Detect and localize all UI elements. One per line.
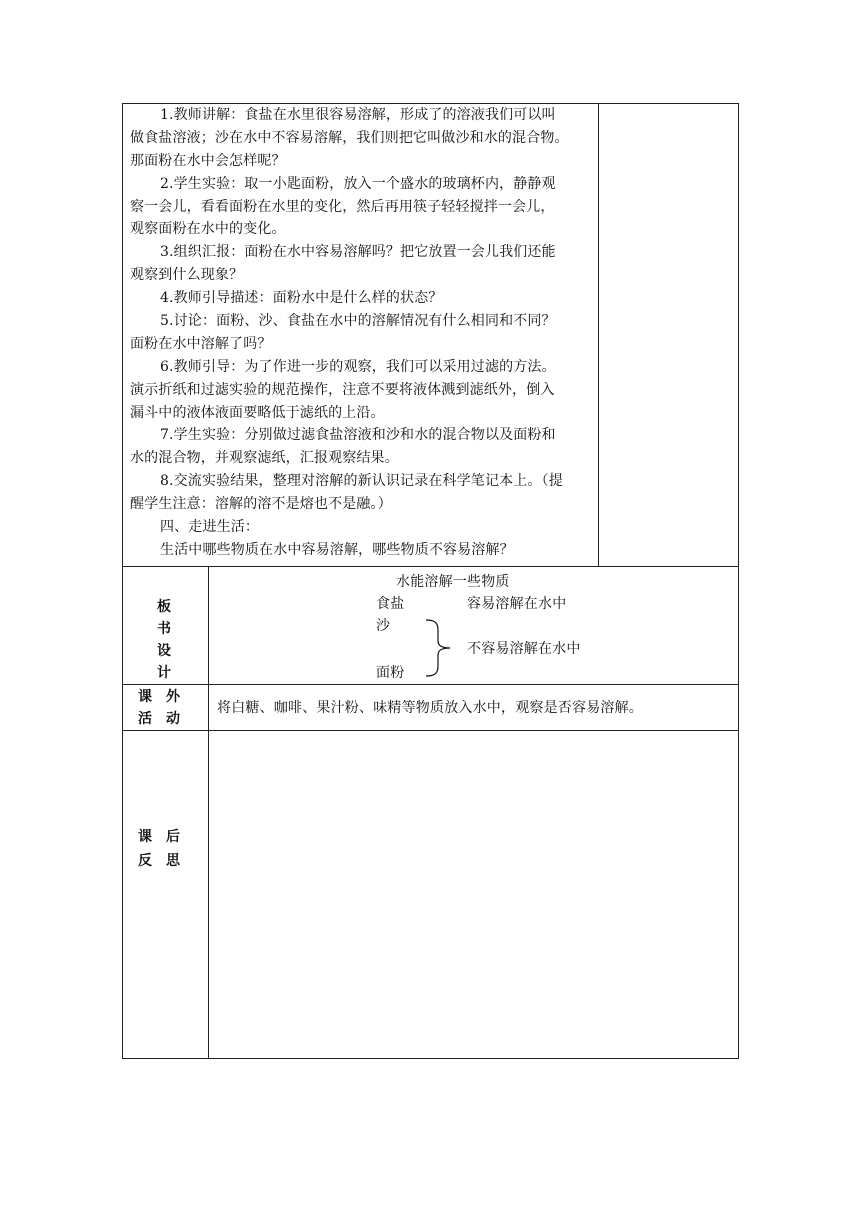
lesson-body-line: 观察到什么现象？: [130, 267, 244, 284]
board-flour: 面粉: [376, 665, 405, 681]
row-divider-activity: [122, 684, 739, 685]
table-right-border: [738, 103, 739, 1059]
top-row-right-column-divider: [598, 103, 599, 567]
lesson-body-line: 做食盐溶液；沙在水中不容易溶解，我们则把它叫做沙和水的混合物。: [130, 129, 569, 146]
board-label-char-2: 书: [157, 621, 171, 637]
lesson-body-text: [130, 104, 598, 562]
lesson-body-line: 观察面粉在水中的变化。: [130, 221, 286, 238]
board-title: 水能溶解一些物质: [396, 574, 510, 590]
lesson-body-line: 那面粉在水中会怎样呢？: [130, 152, 286, 169]
board-label-char-1: 板: [157, 599, 171, 615]
board-salt-result: 容易溶解在水中: [467, 596, 567, 612]
lesson-body-line: 7.学生实验：分别做过滤食盐溶液和沙和水的混合物以及面粉和: [160, 427, 556, 444]
row-divider-board: [122, 566, 739, 567]
curly-brace-icon: [424, 618, 454, 678]
lesson-body-line: 漏斗中的液体液面要略低于滤纸的上沿。: [130, 404, 385, 421]
lesson-body-line: 5.讨论：面粉、沙、食盐在水中的溶解情况有什么相同和不同？: [160, 313, 556, 330]
board-label-char-4: 计: [157, 665, 171, 681]
lesson-body-line: 8.交流实验结果，整理对溶解的新认识记录在科学笔记本上。（提: [160, 473, 563, 490]
lesson-body-line: 1.教师讲解：食盐在水里很容易溶解，形成了的溶液我们可以叫: [160, 107, 556, 123]
row-divider-reflection: [122, 730, 739, 731]
board-sand: 沙: [376, 618, 391, 634]
activity-label-line1: 课 外: [138, 689, 180, 705]
lesson-body-line: 4.教师引导描述：面粉水中是什么样的状态？: [160, 290, 443, 307]
reflection-content-area: [214, 736, 732, 1052]
activity-label-line2: 活 动: [138, 711, 180, 727]
lesson-body-line: 察一会儿，看看面粉在水里的变化，然后再用筷子轻轻搅拌一会儿，: [130, 198, 555, 215]
lesson-body-line: 生活中哪些物质在水中容易溶解，哪些物质不容易溶解？: [160, 541, 514, 558]
lesson-body-line: 醒学生注意：溶解的溶不是熔也不是融。）: [130, 496, 392, 513]
lesson-body-line: 水的混合物，并观察滤纸，汇报观察结果。: [130, 450, 399, 467]
lesson-body-line: 3.组织汇报：面粉在水中容易溶解吗？把它放置一会儿我们还能: [160, 244, 556, 261]
reflection-label-line1: 课 后: [138, 829, 180, 845]
label-column-divider: [208, 566, 209, 1059]
table-left-border: [122, 103, 123, 1059]
board-label-char-3: 设: [157, 643, 171, 659]
reflection-label-line2: 反 思: [138, 853, 180, 869]
lesson-body-line: 6.教师引导：为了作进一步的观察，我们可以采用过滤的方法。: [160, 358, 556, 375]
board-salt: 食盐: [376, 596, 405, 612]
lesson-body-line: 面粉在水中溶解了吗？: [130, 335, 272, 352]
lesson-body-line: 演示折纸和过滤实验的规范操作，注意不要将液体溅到滤纸外，倒入: [130, 381, 555, 398]
lesson-body-line: 2.学生实验：取一小匙面粉，放入一个盛水的玻璃杯内，静静观: [160, 175, 556, 192]
activity-content: 将白糖、咖啡、果汁粉、味精等物质放入水中，观察是否容易溶解。: [217, 700, 643, 716]
lesson-body-line: 四、走进生活：: [160, 519, 260, 536]
table-bottom-border: [122, 1058, 739, 1059]
board-not-dissolve-result: 不容易溶解在水中: [467, 641, 581, 657]
